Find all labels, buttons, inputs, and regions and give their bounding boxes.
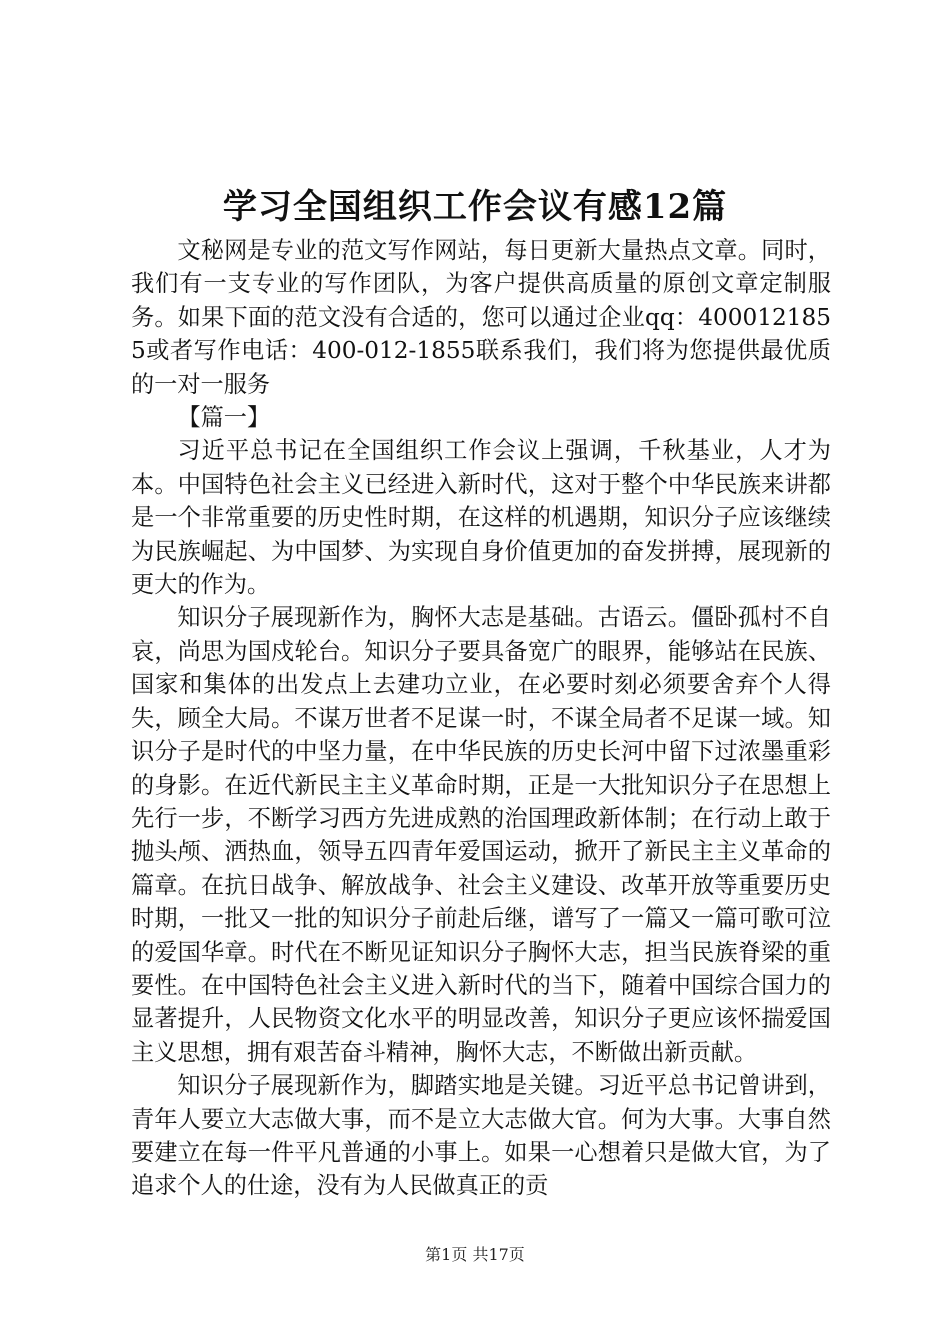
intro-paragraph: 文秘网是专业的范文写作网站，每日更新大量热点文章。同时，我们有一支专业的写作团队，为客户提供高质量的原创文章定制服务。如果下面的范文没有合适的，您可以通过企业qq：4000121855或者写作电话：400-012-1855联系我们，我们将为您提供最优质的一对一服务 [131, 237, 831, 398]
page-number-footer: 第1页 共17页 [425, 1245, 525, 1264]
body-paragraph: 知识分子展现新作为，脚踏实地是关键。习近平总书记曾讲到，青年人要立大志做大事，而不是立大志做大官。何为大事。大事自然要建立在每一件平凡普通的小事上。如果一心想着只是做大官，为了追求个人的仕途，没有为人民做真正的贡 [131, 1072, 831, 1200]
section-heading: 【篇一】 [177, 404, 271, 432]
document-body [131, 234, 831, 1203]
body-paragraph: 习近平总书记在全国组织工作会议上强调，千秋基业，人才为本。中国特色社会主义已经进入新时代，这对于整个中华民族来讲都是一个非常重要的历史性时期，在这样的机遇期，知识分子应该继续为民族崛起、为中国梦、为实现自身价值更加的奋发拼搏，展现新的更大的作为。 [131, 437, 831, 599]
document-title: 学习全国组织工作会议有感12篇 [222, 187, 728, 227]
body-paragraph: 知识分子展现新作为，胸怀大志是基础。古语云。僵卧孤村不自哀，尚思为国戍轮台。知识分子要具备宽广的眼界，能够站在民族、国家和集体的出发点上去建功立业，在必要时刻必须要舍弃个人得失，顾全大局。不谋万世者不足谋一时，不谋全局者不足谋一域。知识分子是时代的中坚力量，在中华民族的历史长河中留下过浓墨重彩的身影。在近代新民主主义革命时期，正是一大批知识分子在思想上先行一步，不断学习西方先进成熟的治国理政新体制；在行动上敢于抛头颅、洒热血，领导五四青年爱国运动，掀开了新民主主义革命的篇章。在抗日战争、解放战争、社会主义建设、改革开放等重要历史时期，一批又一批的知识分子前赴后继，谱写了一篇又一篇可歌可泣的爱国华章。时代在不断见证知识分子胸怀大志，担当民族脊梁的重要性。在中国特色社会主义进入新时代的当下，随着中国综合国力的显著提升，人民物资文化水平的明显改善，知识分子更应该怀揣爱国主义思想，拥有艰苦奋斗精神，胸怀大志，不断做出新贡献。 [131, 604, 831, 1066]
